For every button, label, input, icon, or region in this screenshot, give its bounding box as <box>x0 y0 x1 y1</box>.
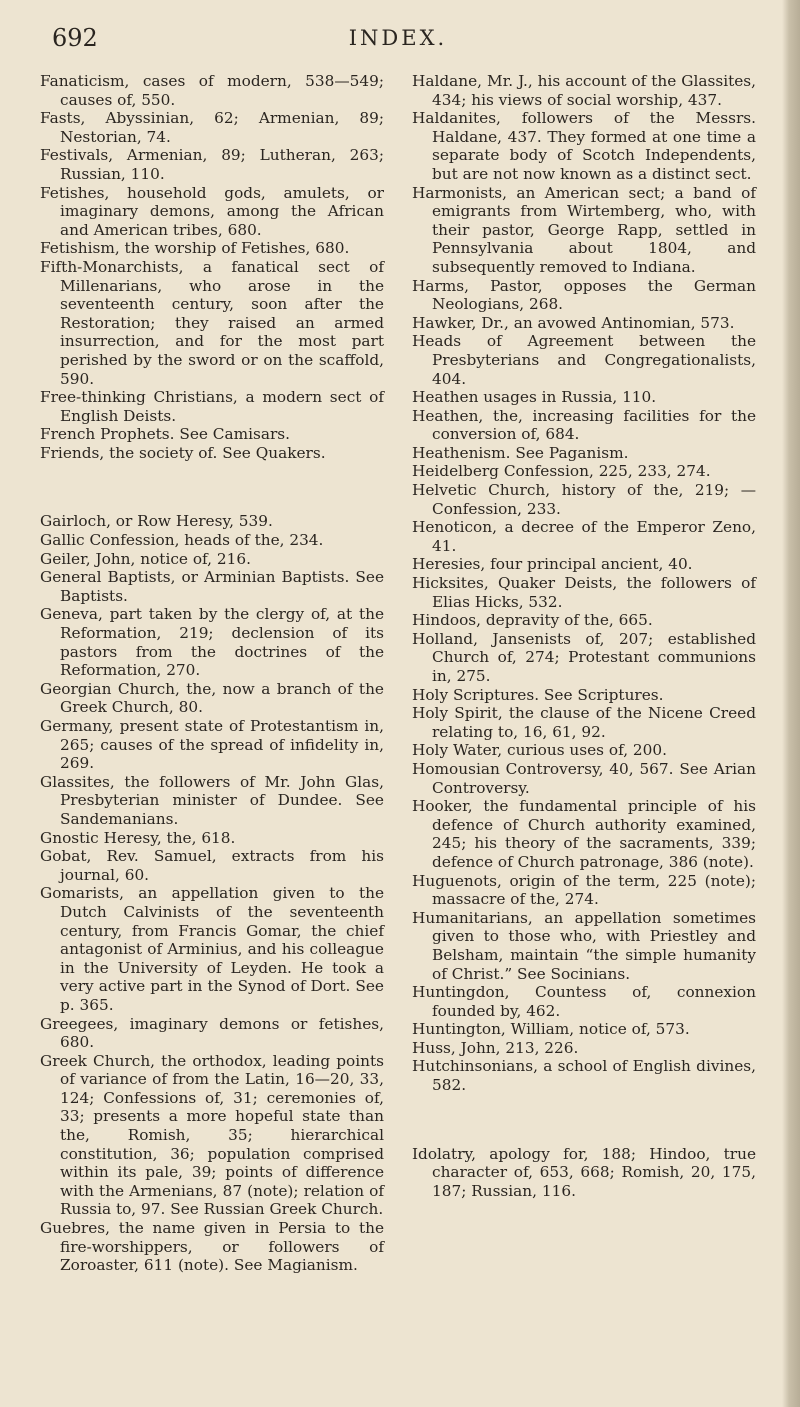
index-entry: Gairloch, or Row Heresy, 539. <box>40 512 273 531</box>
index-entry: Harms, Pastor, opposes the German Neologians, 268. <box>412 276 756 314</box>
index-entry: Festivals, Armenian, 89; Lutheran, 263; Russian, 110. <box>40 146 384 183</box>
index-entry: Harmonists, an American sect; a band of emigrants from Wirtemberg, who, with their pastor, George Rapp, settled in Pennsylvania about 1804, and subsequently removed to Indiana. <box>412 183 756 276</box>
index-entry: Heidelberg Confession, 225, 233, 274. <box>412 462 711 481</box>
index-entry: Friends, the society of. See Quakers. <box>40 443 326 462</box>
page-number: 692 <box>52 24 98 52</box>
index-entry: Geneva, part taken by the clergy of, at the Reformation, 219; declension of its pastors from the doctrines of the Reformation, 270. <box>40 605 384 680</box>
index-entry: Gnostic Heresy, the, 618. <box>40 828 236 847</box>
index-entry: Fasts, Abyssinian, 62; Armenian, 89; Nestorian, 74. <box>40 109 384 146</box>
index-entry: Holy Water, curious uses of, 200. <box>412 741 667 760</box>
index-entry: Gallic Confession, heads of the, 234. <box>40 531 324 550</box>
index-entry: Hicksites, Quaker Deists, the followers of Elias Hicks, 532. <box>412 574 756 611</box>
index-entry: Geiler, John, notice of, 216. <box>40 549 251 568</box>
index-entry: Huss, John, 213, 226. <box>412 1038 579 1057</box>
index-entry: General Baptists, or Arminian Baptists. See Baptists. <box>40 568 384 605</box>
index-entry: Holland, Jansenists of, 207; established Church of, 274; Protestant communions in, 275. <box>412 629 756 685</box>
index-entry: Fetishism, the worship of Fetishes, 680. <box>40 239 350 258</box>
index-entry: Helvetic Church, history of the, 219; —Confession, 233. <box>412 481 756 518</box>
index-entry: Holy Spirit, the clause of the Nicene Creed relating to, 16, 61, 92. <box>412 704 756 741</box>
index-entry: Holy Scriptures. See Scriptures. <box>412 685 664 704</box>
index-entry: Hindoos, depravity of the, 665. <box>412 611 653 630</box>
index-entry: Guebres, the name given in Persia to the fire-worshippers, or followers of Zoroaster, 611 (note). See Magianism. <box>40 1219 384 1275</box>
index-entry: Idolatry, apology for, 188; Hindoo, true character of, 653, 668; Romish, 20, 175, 187; Russian, 116. <box>412 1144 756 1200</box>
page-header <box>40 22 756 66</box>
index-entry: Heathenism. See Paganism. <box>412 443 629 462</box>
index-entry: Huguenots, origin of the term, 225 (note); massacre of the, 274. <box>412 871 756 909</box>
left-column <box>40 72 384 1275</box>
page-edge-shadow <box>782 0 800 1407</box>
index-entry: Homousian Controversy, 40, 567. See Arian Controversy. <box>412 759 756 797</box>
index-entry: Haldanites, followers of the Messrs. Haldane, 437. They formed at one time a separate body of Scotch Independents, but are not now known as a distinct sect. <box>412 109 756 183</box>
index-entry: Henoticon, a decree of the Emperor Zeno, 41. <box>412 518 756 555</box>
index-entry: Greegees, imaginary demons or fetishes, 680. <box>40 1014 384 1052</box>
index-entry: Greek Church, the orthodox, leading points of variance of from the Latin, 16—20, 33, 124; Confessions of, 31; ceremonies of, 33; presents a more hopeful state than the, Romish, 35; hierarchical constitution, 36; population comprised within its pale, 39; points of difference with the Armenians, 87 (note); relation of Russia to, 97. See Russian Greek Church. <box>40 1051 384 1219</box>
index-entry: Fifth-Monarchists, a fanatical sect of Millenarians, who arose in the seventeenth century, soon after the Restoration; they raised an armed insurrection, and for the most part perished by the sword or on the scaffold, 590. <box>40 257 384 388</box>
index-entry: Gomarists, an appellation given to the Dutch Calvinists of the seventeenth century, from Francis Gomar, the chief antagonist of Arminius, and his colleague in the University of Leyden. He took a very active part in the Synod of Dort. See p. 365. <box>40 884 384 1014</box>
index-entry: Georgian Church, the, now a branch of the Greek Church, 80. <box>40 679 384 717</box>
index-entry: Glassites, the followers of Mr. John Glas, Presbyterian minister of Dundee. See Sandemanians. <box>40 772 384 828</box>
index-entry: Hutchinsonians, a school of English divines, 582. <box>412 1057 756 1095</box>
index-entry: Hawker, Dr., an avowed Antinomian, 573. <box>412 313 735 332</box>
index-entry: Fanaticism, cases of modern, 538—549; causes of, 550. <box>40 72 384 109</box>
index-entry: Hooker, the fundamental principle of his defence of Church authority examined, 245; his theory of the sacraments, 339; defence of Church patronage, 386 (note). <box>412 797 756 871</box>
index-entry: Heads of Agreement between the Presbyterians and Congregationalists, 404. <box>412 332 756 388</box>
index-entry: Gobat, Rev. Samuel, extracts from his journal, 60. <box>40 847 384 884</box>
right-column <box>412 72 756 1275</box>
index-entry: Fetishes, household gods, amulets, or imaginary demons, among the African and American tribes, 680. <box>40 183 384 239</box>
index-entry: Germany, present state of Protestantism in, 265; causes of the spread of infidelity in, 269. <box>40 717 384 773</box>
index-entry: Heathen, the, increasing facilities for the conversion of, 684. <box>412 406 756 444</box>
running-title: INDEX. <box>348 26 448 50</box>
index-entry: Heresies, four principal ancient, 40. <box>412 555 693 574</box>
index-entry: Humanitarians, an appellation sometimes given to those who, with Priestley and Belsham, maintain “the simple humanity of Christ.” See Socinians. <box>412 908 756 983</box>
section-gap <box>40 478 384 496</box>
index-entry: French Prophets. See Camisars. <box>40 425 291 444</box>
index-entry: Huntingdon, Countess of, connexion founded by, 462. <box>412 983 756 1020</box>
index-entry: Heathen usages in Russia, 110. <box>412 388 657 407</box>
index-entry: Haldane, Mr. J., his account of the Glassites, 434; his views of social worship, 437. <box>412 72 756 109</box>
index-entry: Huntington, William, notice of, 573. <box>412 1020 690 1039</box>
section-gap <box>412 1111 756 1129</box>
index-entry: Free-thinking Christians, a modern sect of English Deists. <box>40 388 384 425</box>
